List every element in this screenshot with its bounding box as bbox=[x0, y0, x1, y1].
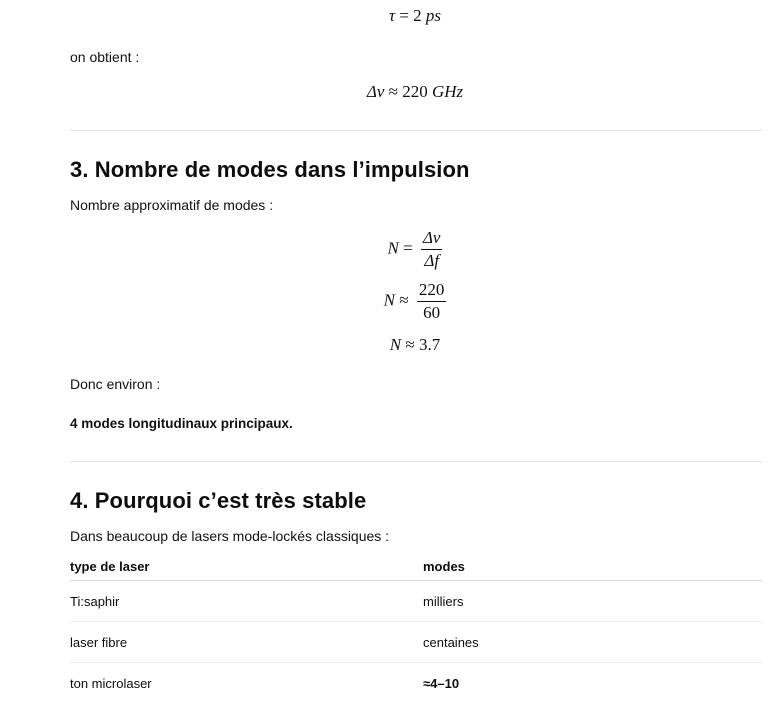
eq-dnu-value: 220 bbox=[402, 82, 428, 101]
eq3-op: ≈ bbox=[405, 335, 414, 354]
eq3-lhs: N bbox=[390, 335, 401, 354]
section-4-intro: Dans beaucoup de lasers mode-lockés classiques : bbox=[70, 528, 389, 544]
donc-environ-text: Donc environ : bbox=[70, 376, 160, 392]
eq1-numerator: Δν bbox=[421, 228, 443, 250]
modes-result-text: 4 modes longitudinaux principaux. bbox=[70, 416, 293, 431]
table-header-type: type de laser bbox=[70, 552, 423, 581]
table-cell-modes: ≈4–10 bbox=[423, 663, 762, 703]
table-cell-type: ton microlaser bbox=[70, 663, 423, 703]
eq1-fraction bbox=[421, 228, 443, 271]
section-3-intro: Nombre approximatif de modes : bbox=[70, 197, 273, 213]
eq3-value: 3.7 bbox=[419, 335, 440, 354]
on-obtient-text: on obtient : bbox=[70, 49, 139, 65]
eq1-op: = bbox=[403, 238, 413, 257]
table-header-row bbox=[70, 552, 762, 581]
eq-tau-op: = bbox=[399, 6, 409, 25]
eq-dnu-op: ≈ bbox=[389, 82, 398, 101]
divider-1 bbox=[70, 130, 762, 131]
table-header-modes: modes bbox=[423, 552, 762, 581]
eq1-denominator: Δf bbox=[424, 250, 439, 271]
equation-n-result bbox=[0, 335, 780, 355]
equation-tau bbox=[0, 6, 780, 26]
eq2-lhs: N bbox=[384, 290, 395, 309]
table-row bbox=[70, 622, 762, 663]
equation-n-values bbox=[0, 280, 780, 323]
table-cell-modes: centaines bbox=[423, 622, 762, 663]
eq-tau-value: 2 bbox=[413, 6, 422, 25]
table-cell-type: Ti:saphir bbox=[70, 581, 423, 622]
equation-n-ratio bbox=[0, 228, 780, 271]
eq2-numerator: 220 bbox=[417, 280, 447, 302]
divider-2 bbox=[70, 461, 762, 462]
eq-dnu-unit: GHz bbox=[432, 82, 463, 101]
eq2-fraction bbox=[417, 280, 447, 323]
eq-tau-unit: ps bbox=[426, 6, 441, 25]
eq2-denominator: 60 bbox=[423, 302, 440, 323]
table-row bbox=[70, 581, 762, 622]
table-row bbox=[70, 663, 762, 703]
eq2-op: ≈ bbox=[399, 290, 408, 309]
eq-dnu-lhs: Δν bbox=[367, 82, 385, 101]
equation-dnu bbox=[0, 82, 780, 102]
table-cell-modes: milliers bbox=[423, 581, 762, 622]
eq-tau-lhs: τ bbox=[389, 6, 395, 25]
eq1-lhs: N bbox=[388, 238, 399, 257]
section-4-heading: 4. Pourquoi c’est très stable bbox=[70, 488, 366, 514]
section-3-heading: 3. Nombre de modes dans l’impulsion bbox=[70, 157, 470, 183]
table-cell-type: laser fibre bbox=[70, 622, 423, 663]
laser-modes-table bbox=[70, 552, 762, 703]
